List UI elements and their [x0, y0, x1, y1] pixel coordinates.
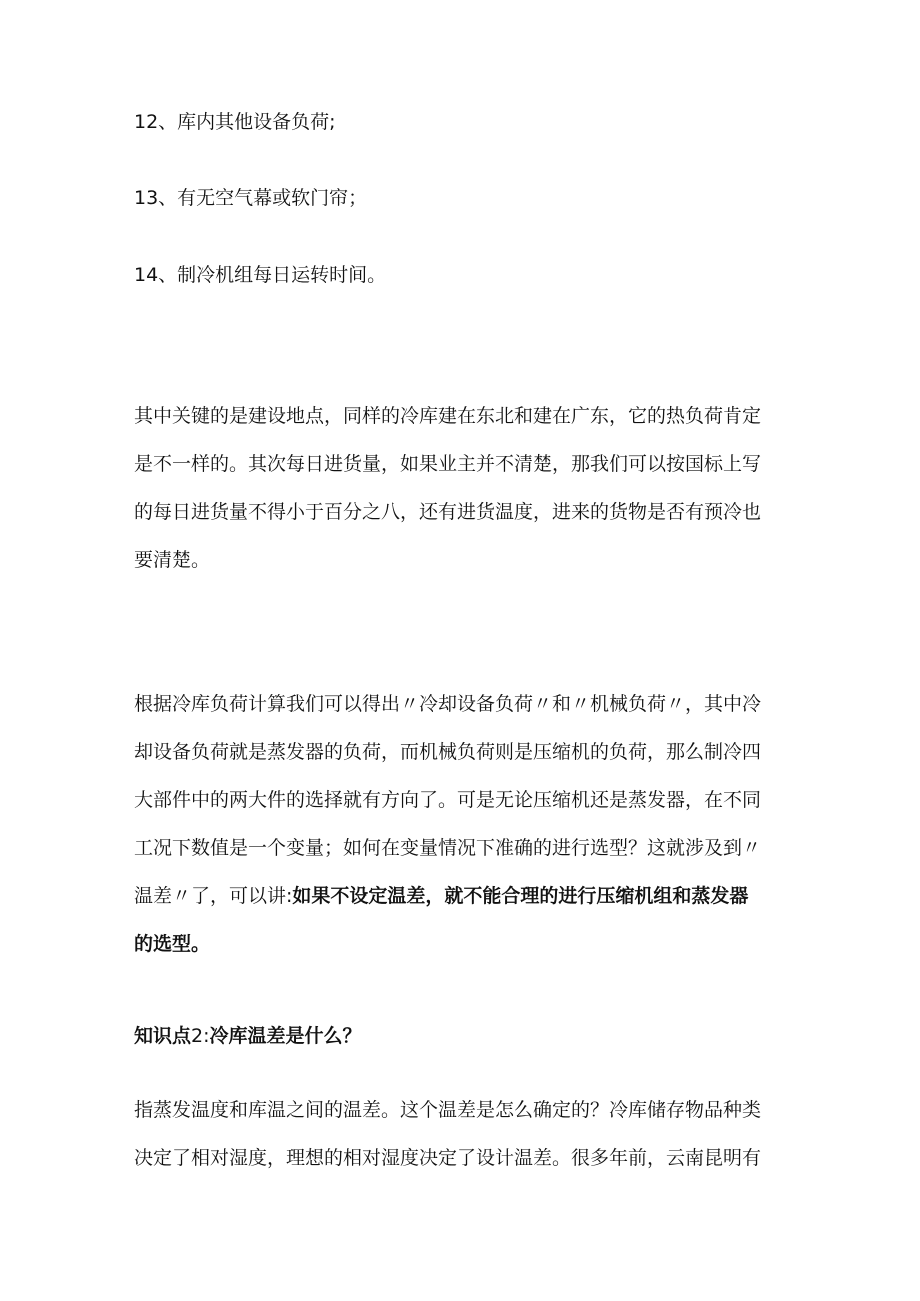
- paragraph-line: 指蒸发温度和库温之间的温差。这个温差是怎么确定的？冷库储存物品种类: [134, 1099, 762, 1121]
- paragraph-line: 其中关键的是建设地点，同样的冷库建在东北和建在广东，它的热负荷肯定: [134, 405, 762, 427]
- section-heading: [134, 1024, 362, 1048]
- paragraph-line: 决定了相对湿度，理想的相对湿度决定了设计温差。很多年前，云南昆明有: [134, 1147, 762, 1169]
- paragraph-line: 却设备负荷就是蒸发器的负荷，而机械负荷则是压缩机的负荷，那么制冷四: [134, 741, 762, 763]
- paragraph-line: 要清楚。: [134, 549, 211, 571]
- paragraph-line: 大部件中的两大件的选择就有方向了。可是无论压缩机还是蒸发器，在不同: [134, 789, 762, 811]
- paragraph-text: 温差〃了，可以讲:: [134, 885, 293, 907]
- emphasis-text: 的选型。: [134, 933, 211, 955]
- paragraph-line: 工况下数值是一个变量；如何在变量情况下准确的进行选型？这就涉及到〃: [134, 837, 762, 859]
- paragraph-line: 的每日进货量不得小于百分之八，还有进货温度，进来的货物是否有预冷也: [134, 501, 762, 523]
- heading-title: 冷库温差是什么？: [209, 1025, 362, 1047]
- heading-number: 2:: [191, 1025, 210, 1047]
- paragraph-load-calculation: [134, 680, 794, 968]
- paragraph-temperature-difference: [134, 1086, 794, 1182]
- list-item-13: 13、有无空气幕或软门帘；: [134, 187, 368, 209]
- paragraph-line: [134, 872, 794, 920]
- paragraph-line: 根据冷库负荷计算我们可以得出〃冷却设备负荷〃和〃机械负荷〃，其中冷: [134, 693, 762, 715]
- emphasis-text: 如果不设定温差，就不能合理的进行压缩机组和蒸发器: [292, 885, 749, 907]
- paragraph-key-factors: [134, 392, 794, 584]
- paragraph-line: 是不一样的。其次每日进货量，如果业主并不清楚，那我们可以按国标上写: [134, 453, 762, 475]
- heading-prefix: 知识点: [134, 1025, 192, 1047]
- list-item-14: 14、制冷机组每日运转时间。: [134, 264, 387, 286]
- list-item-12: 12、库内其他设备负荷;: [134, 111, 336, 133]
